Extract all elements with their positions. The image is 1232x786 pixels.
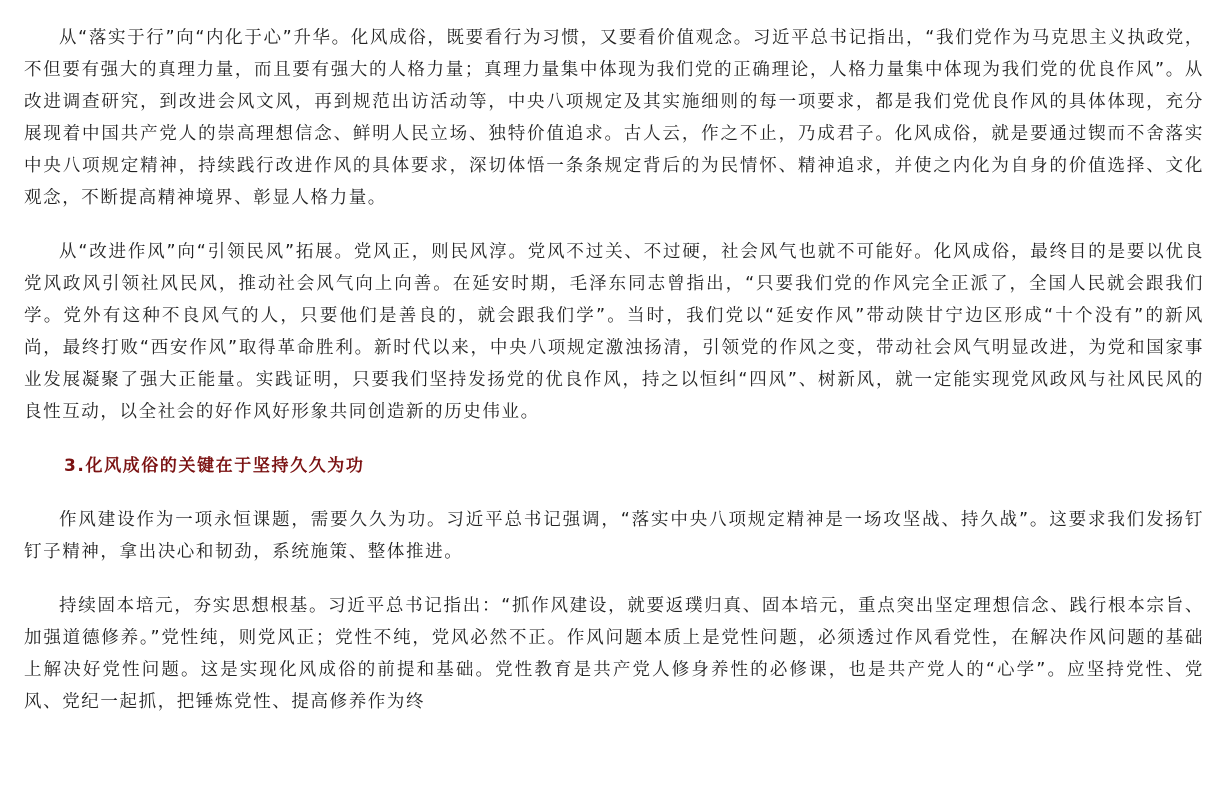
section-heading: 3.化风成俗的关键在于坚持久久为功 [64, 456, 365, 476]
article-body [24, 22, 1204, 740]
paragraph-4: 持续固本培元，夯实思想根基。习近平总书记指出：“抓作风建设，就要返璞归真、固本培元，重点突出坚定理想信念、践行根本宗旨、加强道德修养。”党性纯，则党风正；党性不纯，党风必然不正。作风问题本质上是党性问题，必须透过作风看党性，在解决作风问题的基础上解决好党性问题。这是实现化风成俗的前提和基础。党性教育是共产党人修身养性的必修课，也是共产党人的“心学”。应坚持党性、党风、党纪一起抓，把锤炼党性、提高修养作为终 [24, 596, 1204, 712]
paragraph-1: 从“落实于行”向“内化于心”升华。化风成俗，既要看行为习惯，又要看价值观念。习近平总书记指出，“我们党作为马克思主义执政党，不但要有强大的真理力量，而且要有强大的人格力量；真理力量集中体现为我们党的正确理论，人格力量集中体现为我们党的优良作风”。从改进调查研究，到改进会风文风，再到规范出访活动等，中央八项规定及其实施细则的每一项要求，都是我们党优良作风的具体体现，充分展现着中国共产党人的崇高理想信念、鲜明人民立场、独特价值追求。古人云，作之不止，乃成君子。化风成俗，就是要通过锲而不舍落实中央八项规定精神，持续践行改进作风的具体要求，深切体悟一条条规定背后的为民情怀、精神追求，并使之内化为自身的价值选择、文化观念，不断提高精神境界、彰显人格力量。 [24, 28, 1204, 208]
paragraph-3: 作风建设作为一项永恒课题，需要久久为功。习近平总书记强调，“落实中央八项规定精神是一场攻坚战、持久战”。这要求我们发扬钉钉子精神，拿出决心和韧劲，系统施策、整体推进。 [24, 510, 1204, 562]
paragraph-2: 从“改进作风”向“引领民风”拓展。党风正，则民风淳。党风不过关、不过硬，社会风气也就不可能好。化风成俗，最终目的是要以优良党风政风引领社风民风，推动社会风气向上向善。在延安时期，毛泽东同志曾指出，“只要我们党的作风完全正派了，全国人民就会跟我们学。党外有这种不良风气的人，只要他们是善良的，就会跟我们学”。当时，我们党以“延安作风”带动陕甘宁边区形成“十个没有”的新风尚，最终打败“西安作风”取得革命胜利。新时代以来，中央八项规定激浊扬清，引领党的作风之变，带动社会风气明显改进，为党和国家事业发展凝聚了强大正能量。实践证明，只要我们坚持发扬党的优良作风，持之以恒纠“四风”、树新风，就一定能实现党风政风与社风民风的良性互动，以全社会的好作风好形象共同创造新的历史伟业。 [24, 242, 1204, 422]
